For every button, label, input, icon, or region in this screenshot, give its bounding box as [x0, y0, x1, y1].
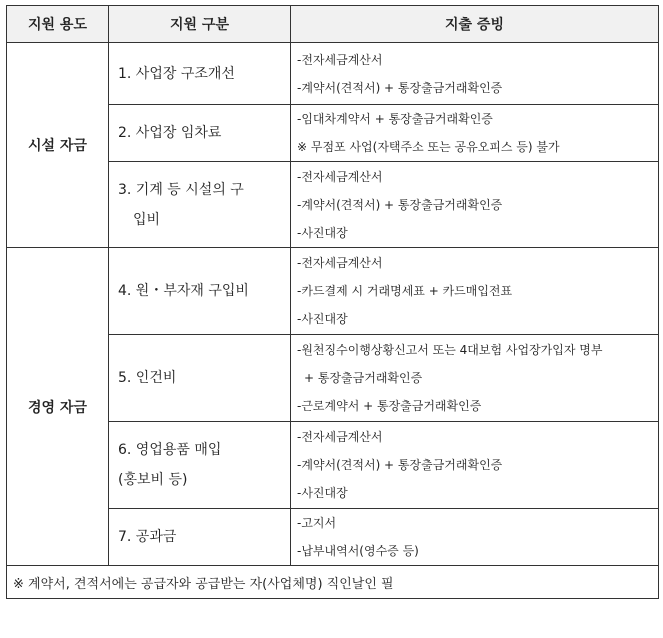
footnote-row [7, 566, 659, 599]
evidence-line: -전자세금계산서 [297, 430, 383, 444]
table-row [7, 248, 659, 335]
category-line: 5. 인건비 [118, 370, 177, 386]
evidence-line: -전자세금계산서 [297, 52, 383, 67]
evidence-line: -계약서(견적서) + 통장출금거래확인증 [297, 458, 503, 472]
evidence-cell [291, 248, 659, 335]
support-use-management: 경영 자금 [7, 248, 109, 566]
category-cell [109, 422, 291, 509]
evidence-line: -원천징수이행상황신고서 또는 4대보험 사업장가입자 명부 [297, 343, 603, 357]
category-cell [109, 105, 291, 162]
category-line: 4. 원・부자재 구입비 [118, 283, 249, 299]
evidence-cell [291, 509, 659, 566]
support-table-container [6, 5, 659, 599]
category-line: 6. 영업용품 매입 [118, 442, 222, 458]
evidence-cell [291, 335, 659, 422]
support-usage-table [6, 5, 659, 599]
evidence-line: -사진대장 [297, 486, 348, 500]
evidence-line: + 통장출금거래확인증 [304, 371, 423, 385]
evidence-line: -고지서 [297, 516, 337, 530]
evidence-line: ※ 무점포 사업(자택주소 또는 공유오피스 등) 불가 [297, 140, 560, 154]
evidence-cell [291, 422, 659, 509]
category-line: (홍보비 등) [118, 472, 188, 488]
category-cell [109, 509, 291, 566]
category-cell [109, 248, 291, 335]
table-row [7, 43, 659, 105]
evidence-line: -근로계약서 + 통장출금거래확인증 [297, 399, 482, 413]
evidence-line: -전자세금계산서 [297, 169, 383, 184]
header-expense-evidence: 지출 증빙 [291, 6, 659, 43]
evidence-line: -납부내역서(영수증 등) [297, 544, 419, 558]
evidence-line: -사진대장 [297, 225, 348, 240]
category-line: 1. 사업장 구조개선 [118, 65, 235, 82]
category-cell [109, 162, 291, 248]
support-use-facility: 시설 자금 [7, 43, 109, 248]
evidence-line: -계약서(견적서) + 통장출금거래확인증 [297, 197, 503, 212]
evidence-line: -카드결제 시 거래명세표 + 카드매입전표 [297, 284, 513, 298]
evidence-cell [291, 162, 659, 248]
category-line: 입비 [133, 211, 161, 228]
evidence-line: -전자세금계산서 [297, 256, 383, 270]
category-cell [109, 335, 291, 422]
header-support-use: 지원 용도 [7, 6, 109, 43]
evidence-line: -계약서(견적서) + 통장출금거래확인증 [297, 80, 503, 95]
category-line: 2. 사업장 임차료 [118, 125, 222, 141]
category-line: 7. 공과금 [118, 529, 177, 545]
evidence-line: -임대차계약서 + 통장출금거래확인증 [297, 112, 493, 126]
footnote-text: ※ 계약서, 견적서에는 공급자와 공급받는 자(사업체명) 직인날인 필 [7, 566, 659, 599]
evidence-cell [291, 43, 659, 105]
evidence-cell [291, 105, 659, 162]
category-cell [109, 43, 291, 105]
category-line: 3. 기계 등 시설의 구 [118, 181, 244, 198]
table-header-row [7, 6, 659, 43]
evidence-line: -사진대장 [297, 312, 348, 326]
header-support-category: 지원 구분 [109, 6, 291, 43]
